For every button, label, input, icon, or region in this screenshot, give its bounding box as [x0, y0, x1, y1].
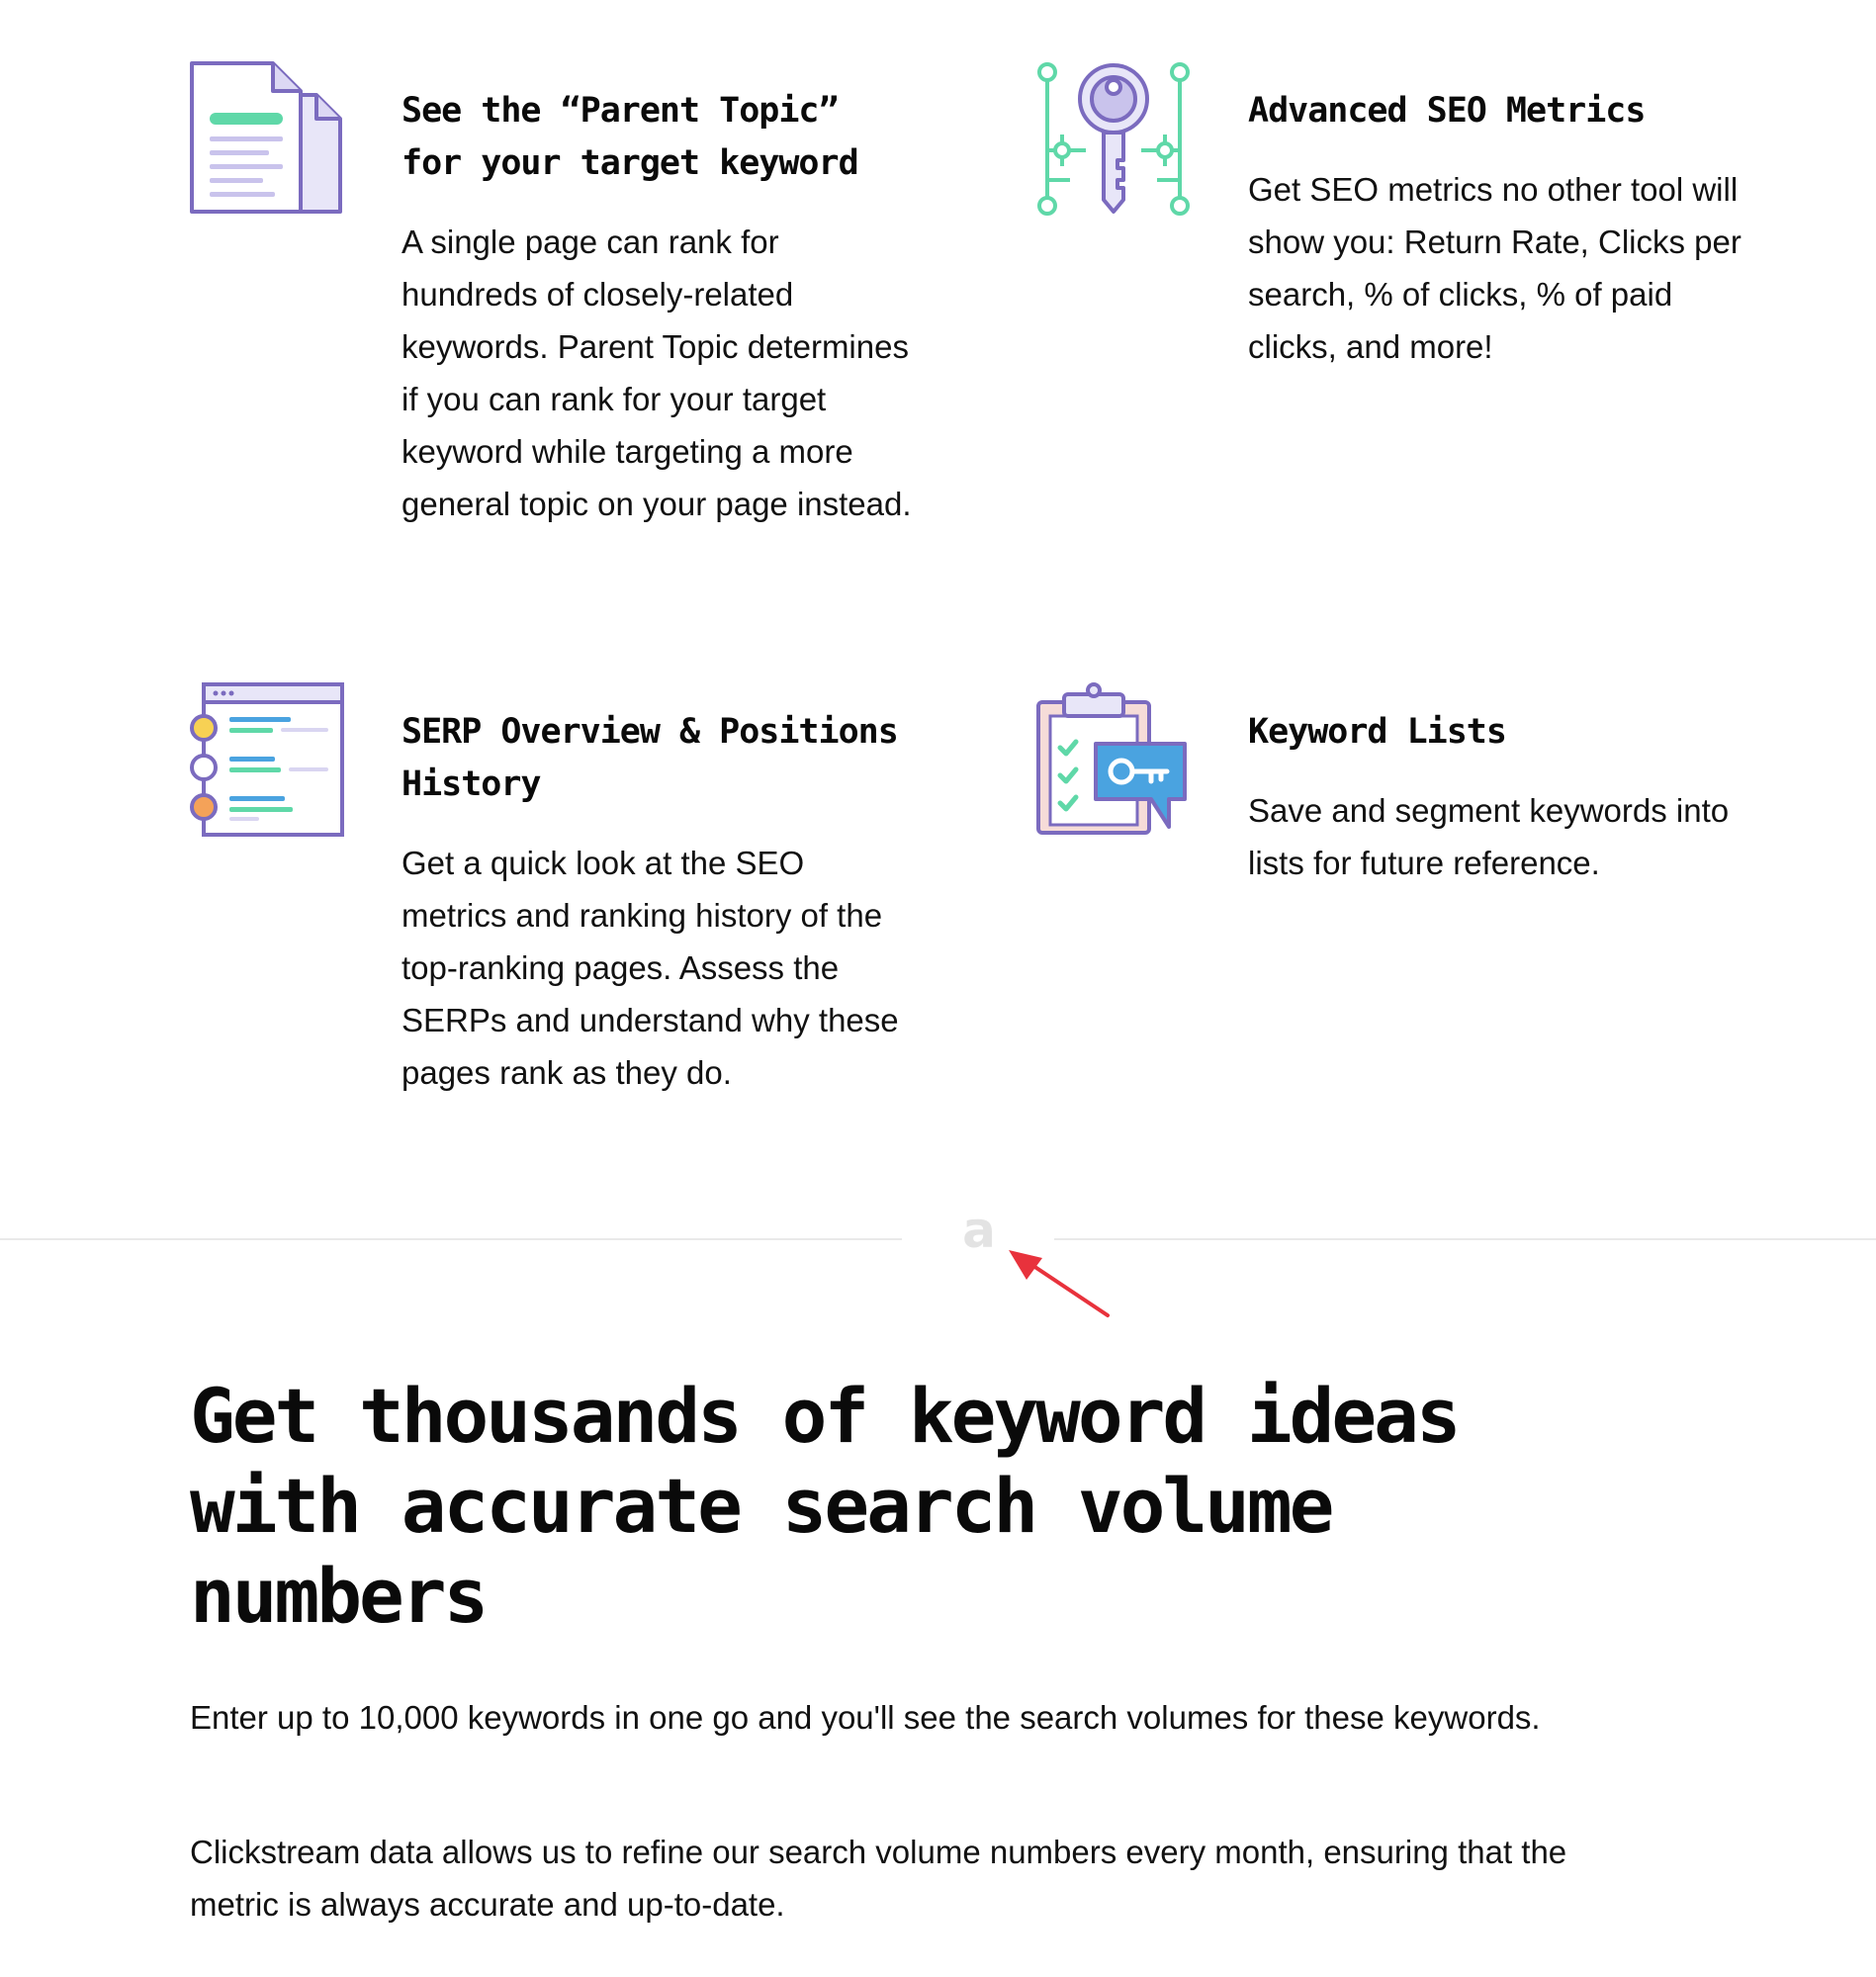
feature-title: SERP Overview & Positions History: [402, 712, 898, 804]
section-paragraph: Enter up to 10,000 keywords in one go and you'll see the search volumes for these keywords.: [190, 1699, 1541, 1736]
clipboard-key-icon: [1036, 682, 1191, 837]
feature-description: Save and segment keywords into lists for future reference.: [1248, 792, 1730, 881]
section-heading: Get thousands of keyword ideas with accurate search volume numbers: [190, 1372, 1459, 1640]
key-circuit-icon: [1036, 61, 1191, 216]
feature-description: Get a quick look at the SEO metrics and ranking history of the top-ranking pages. Assess the SERPs and understand why these pages rank as they do.: [402, 845, 899, 1091]
feature-description: Get SEO metrics no other tool will show you: Return Rate, Clicks per search, % of clicks, % of paid clicks, and more!: [1248, 171, 1742, 365]
section-divider-left: [0, 1238, 902, 1240]
section-divider-right: [1054, 1238, 1876, 1240]
feature-title: Keyword Lists: [1248, 712, 1506, 752]
ahrefs-logo-mark: a: [962, 1202, 996, 1259]
section-paragraph: Clickstream data allows us to refine our search volume numbers every month, ensuring that the metric is always accurate and up-to-date.: [190, 1834, 1567, 1923]
document-pages-icon: [190, 61, 344, 216]
feature-title: See the “Parent Topic” for your target keyword: [402, 91, 858, 183]
serp-list-icon: [190, 682, 344, 837]
red-arrow-icon: [1005, 1246, 1114, 1321]
feature-title: Advanced SEO Metrics: [1248, 91, 1646, 131]
feature-description: A single page can rank for hundreds of closely-related keywords. Parent Topic determines if you can rank for your target keyword while targeting a more general topic on your page instead.: [402, 224, 912, 522]
